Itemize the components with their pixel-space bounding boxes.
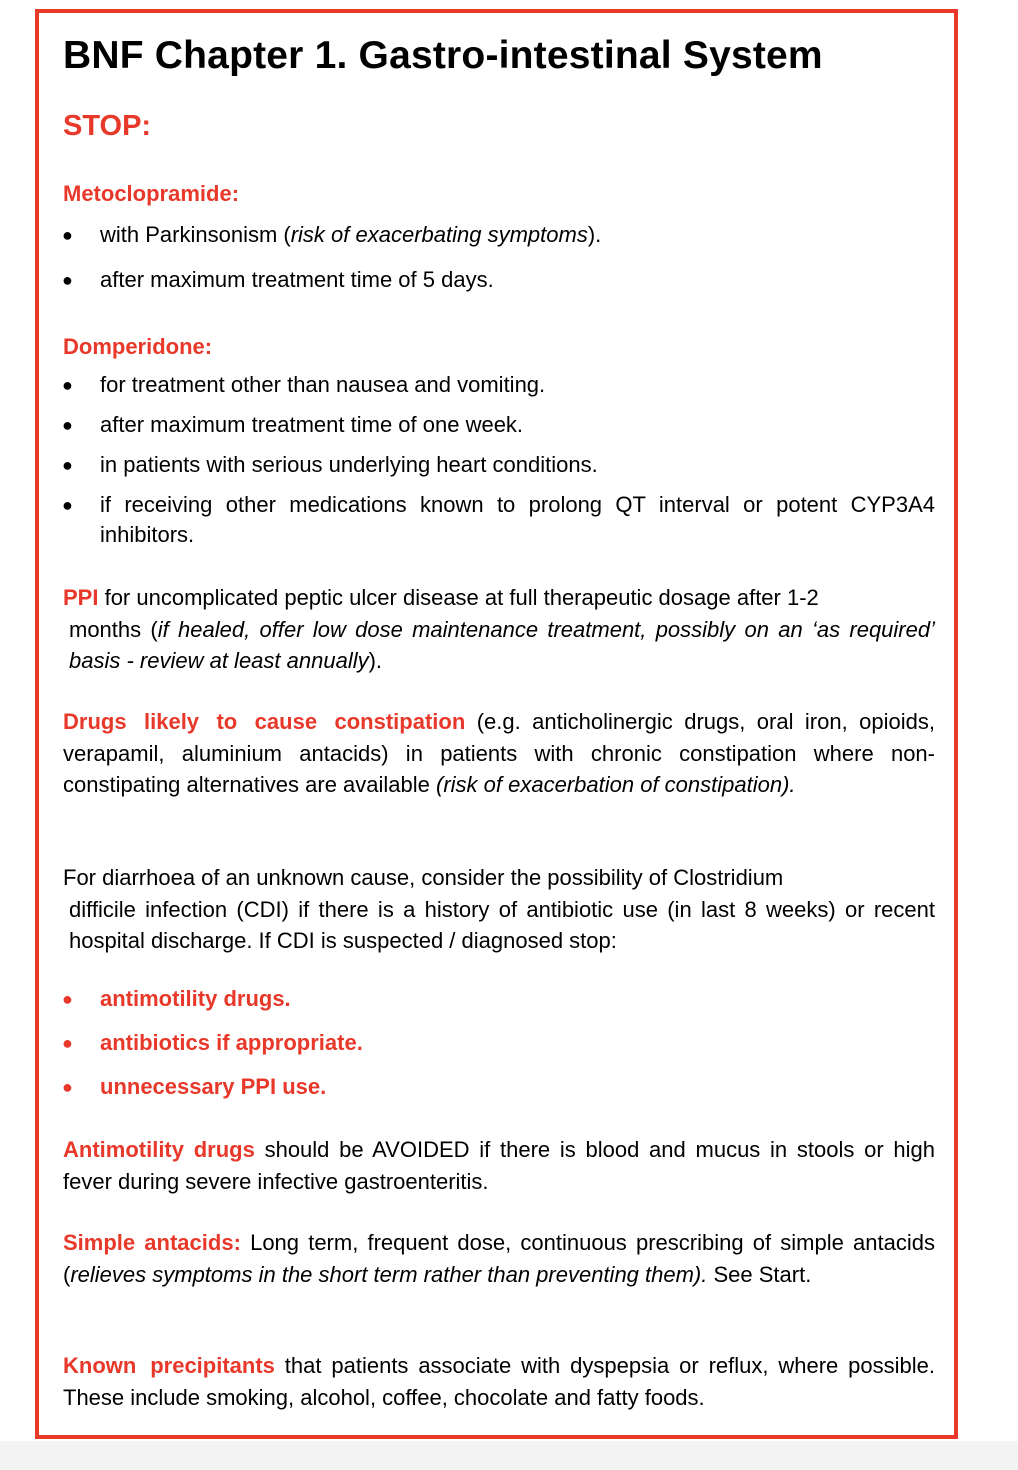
constipation-text: (e.g. anticholinergic drugs, oral iron, opioids, verapamil, aluminium antacids) in patients with chronic constipation where non-constipating alternatives are available <box>63 709 935 797</box>
constipation-label: Drugs likely to cause constipation <box>63 709 466 734</box>
list-item: ● unnecessary PPI use. <box>100 1072 935 1102</box>
antimotility-label: Antimotility drugs <box>63 1137 255 1162</box>
ppi-label: PPI <box>63 585 99 610</box>
diarrhoea-rest: difficile infection (CDI) if there is a history of antibiotic use (in last 8 weeks) or recent hospital discharge. If CDI is suspected / diagnosed stop: <box>69 896 935 953</box>
list-item: ● antibiotics if appropriate. <box>100 1028 935 1058</box>
ppi-paragraph <box>63 582 935 677</box>
list-item <box>100 220 935 250</box>
stop-heading: STOP: <box>63 110 152 142</box>
constipation-paragraph <box>63 706 935 801</box>
list-item: ● after maximum treatment time of 5 days. <box>100 265 935 295</box>
antacids-paragraph <box>63 1227 935 1290</box>
list-item: ● in patients with serious underlying heart conditions. <box>100 450 935 480</box>
ppi-continuation <box>63 614 935 677</box>
antacids-end: See Start. <box>707 1261 812 1287</box>
precipitants-text: that patients associate with dyspepsia or reflux, where possible. These include smoking, alcohol, coffee, chocolate and fatty foods. <box>63 1353 936 1410</box>
item-text: with Parkinsonism ( <box>100 222 291 247</box>
precipitants-paragraph <box>63 1350 935 1413</box>
item-end: ). <box>587 222 602 247</box>
ppi-line1: for uncomplicated peptic ulcer disease at full therapeutic dosage after 1-2 <box>98 585 819 610</box>
item-italic: risk of exacerbating symptoms <box>290 222 588 247</box>
domperidone-heading: Domperidone: <box>63 334 213 359</box>
ppi-end: ). <box>368 648 383 673</box>
antacids-label: Simple antacids: <box>63 1230 241 1255</box>
antacids-italic: relieves symptoms in the short term rather than preventing them). <box>70 1261 708 1287</box>
constipation-italic: (risk of exacerbation of constipation). <box>436 772 796 797</box>
precipitants-label: Known precipitants <box>63 1353 275 1378</box>
list-item: ● if receiving other medications known to prolong QT interval or potent CYP3A4 inhibitors. <box>100 490 935 550</box>
ppi-italic: if healed, offer low dose maintenance treatment, possibly on an ‘as required’ basis - review at least annually <box>69 616 935 673</box>
diarrhoea-line1: For diarrhoea of an unknown cause, consider the possibility of Clostridium <box>63 865 784 890</box>
antimotility-text: should be AVOIDED if there is blood and mucus in stools or high fever during severe infective gastroenteritis. <box>63 1137 935 1194</box>
page-bottom-strip <box>0 1441 1018 1470</box>
antacids-text: Long term, frequent dose, continuous prescribing of simple antacids ( <box>63 1230 935 1287</box>
diarrhoea-paragraph <box>63 862 935 957</box>
list-item: ● after maximum treatment time of one week. <box>100 410 935 440</box>
ppi-line2-start: months ( <box>69 616 158 642</box>
antimotility-paragraph <box>63 1134 935 1197</box>
page-title: BNF Chapter 1. Gastro-intestinal System <box>63 34 823 77</box>
list-item: ● antimotility drugs. <box>100 984 935 1014</box>
list-item: ● for treatment other than nausea and vomiting. <box>100 370 935 400</box>
metoclopramide-heading: Metoclopramide: <box>63 181 240 206</box>
